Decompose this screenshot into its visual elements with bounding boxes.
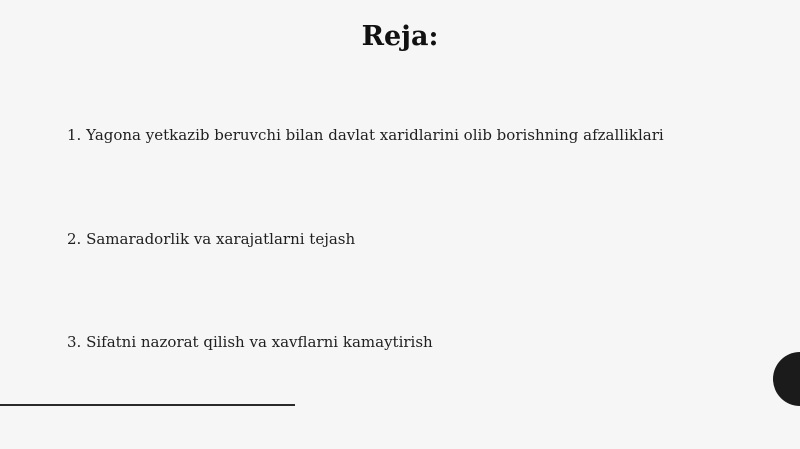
decorative-circle xyxy=(773,352,800,406)
divider-line xyxy=(0,404,295,406)
plan-item-1: 1. Yagona yetkazib beruvchi bilan davlat xaridlarini olib borishning afzalliklari xyxy=(67,126,664,144)
slide-title: Reja: xyxy=(361,21,439,52)
plan-item-3: 3. Sifatni nazorat qilish va xavflarni kamaytirish xyxy=(67,333,433,351)
plan-item-2: 2. Samaradorlik va xarajatlarni tejash xyxy=(67,230,356,248)
